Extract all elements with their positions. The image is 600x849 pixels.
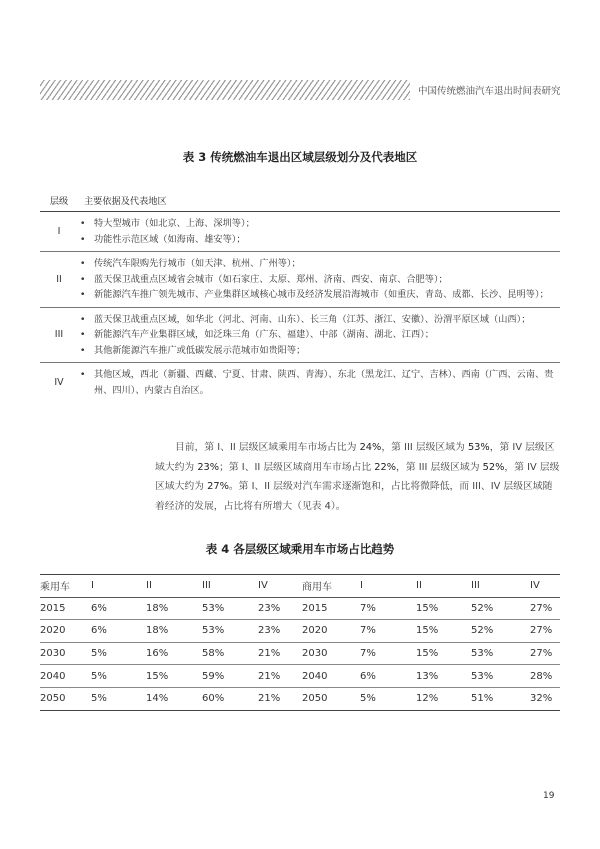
table4-cell: 6% (91, 620, 146, 643)
para-text: 目前，第 I、II 层级区域乘用车市场占比为 (175, 442, 360, 453)
bullet-icon: • (80, 369, 86, 380)
region-text: 传统汽车限购先行城市（如天津、杭州、广州等）； (94, 258, 301, 269)
table4-row (40, 620, 560, 643)
para-text: 。第 I、II 层级对汽车需求逐渐饱和，占比将微降低，而 III、IV 层级区域随着经济的发展，占比将有所增大（见表 4）。 (155, 481, 553, 512)
table4-cell: 16% (146, 642, 202, 665)
table4-header-cell: III (202, 575, 258, 598)
table4-cell: 2050 (302, 687, 360, 710)
table4-header-cell: 乘用车 (40, 575, 91, 598)
table4-cell: 6% (360, 665, 416, 688)
table4-header-row (40, 575, 560, 598)
level-cell: II (40, 252, 78, 308)
region-list-item (78, 232, 560, 248)
market-share-table (40, 574, 560, 711)
para-number: 53% (467, 442, 490, 453)
table4-cell: 21% (258, 642, 302, 665)
table4-cell: 53% (471, 665, 530, 688)
table4-body (40, 597, 560, 710)
region-text: 特大型城市（如北京、上海、深圳等）； (94, 218, 255, 229)
region-list-item (78, 272, 560, 288)
table4-cell: 53% (202, 597, 258, 620)
table4-cell: 13% (416, 665, 471, 688)
table4-cell: 2040 (302, 665, 360, 688)
running-header-title: 中国传统燃油汽车退出时间表研究 (418, 86, 561, 97)
region-text: 功能性示范区域（如海南、雄安等）； (94, 233, 246, 245)
table4-cell: 5% (360, 687, 416, 710)
table4-cell: 2040 (40, 665, 91, 688)
table4-header-cell: IV (530, 575, 560, 598)
region-list (78, 367, 560, 398)
region-list (78, 312, 560, 359)
table3-row (40, 252, 560, 308)
table4-header-cell: II (416, 575, 471, 598)
table4-header-cell: 商用车 (302, 575, 360, 598)
table4-header-cell: I (360, 575, 416, 598)
table4-cell: 59% (202, 665, 258, 688)
table4-cell: 2015 (40, 597, 91, 620)
bullet-icon: • (80, 313, 86, 325)
para-number: 22% (374, 461, 397, 473)
table4-title: 表 4 各层级区域乘用车市场占比趋势 (205, 542, 395, 556)
table4-cell: 60% (202, 687, 258, 710)
table4-cell: 28% (530, 665, 560, 688)
table4-cell: 52% (471, 620, 530, 643)
region-list-item (78, 327, 560, 343)
basis-cell (78, 212, 560, 252)
table4-cell: 2020 (302, 620, 360, 643)
table4-cell: 6% (91, 597, 146, 620)
bullet-icon: • (80, 258, 86, 269)
region-text: 其他新能源汽车推广或低碳发展示范城市如贵阳等； (94, 344, 306, 356)
table4-cell: 18% (146, 620, 202, 643)
table3-row (40, 363, 560, 403)
table4-cell: 15% (416, 642, 471, 665)
bullet-icon: • (80, 289, 86, 300)
region-list-item (78, 287, 560, 303)
region-list-item (78, 367, 560, 398)
table4-cell: 27% (530, 642, 560, 665)
para-number: 52% (482, 461, 505, 473)
table3-row (40, 212, 560, 252)
region-text: 蓝天保卫战重点区域，如华北（河北、河南、山东）、长三角（江苏、浙江、安徽）、汾渭平原区域（山西）； (94, 313, 531, 325)
para-number: 27% (207, 481, 229, 492)
table3-header-row (40, 188, 560, 212)
table4-row (40, 597, 560, 620)
bullet-icon: • (80, 344, 86, 356)
para-text: ；第 I、II 层级区域商用车市场占比 (219, 461, 375, 473)
table3-title: 表 3 传统燃油车退出区域层级划分及代表地区 (182, 150, 418, 164)
table4-cell: 2030 (40, 642, 91, 665)
table4-cell: 7% (360, 642, 416, 665)
table4-cell: 2020 (40, 620, 91, 643)
table4-row (40, 687, 560, 710)
table4-cell: 21% (258, 665, 302, 688)
region-text: 新能源汽车产业集群区域，如泛珠三角（广东、福建）、中部（湖南、湖北、江西）； (94, 329, 434, 340)
region-level-table (40, 188, 560, 402)
table4-row (40, 642, 560, 665)
table4-cell: 52% (471, 597, 530, 620)
table4-header-cell: III (471, 575, 530, 598)
table4-cell: 51% (471, 687, 530, 710)
para-number: 24% (359, 442, 382, 453)
col-basis-header: 主要依据及代表地区 (78, 188, 560, 212)
header-decoration-stripes (40, 80, 410, 100)
page-number: 19 (543, 791, 555, 801)
table4-cell: 27% (530, 597, 560, 620)
para-text: ，第 IV 层级区域大约为 (155, 461, 560, 492)
table4-cell: 23% (258, 597, 302, 620)
col-level-header: 层级 (40, 188, 78, 212)
table4-cell: 53% (202, 620, 258, 643)
table3-body (40, 212, 560, 403)
level-cell: I (40, 212, 78, 252)
table4-cell: 15% (416, 597, 471, 620)
table4-cell: 7% (360, 620, 416, 643)
table4-cell: 5% (91, 665, 146, 688)
table4-cell: 15% (416, 620, 471, 643)
table4-header-cell: II (146, 575, 202, 598)
table4-header-cell: I (91, 575, 146, 598)
table4-row (40, 665, 560, 688)
basis-cell (78, 363, 560, 403)
para-text: ，第 IV 层级区域大约为 (155, 442, 555, 473)
table4-cell: 23% (258, 620, 302, 643)
region-list-item (78, 312, 560, 328)
region-list (78, 256, 560, 303)
bullet-icon: • (80, 218, 86, 229)
para-number: 23% (197, 461, 220, 473)
table4-cell: 58% (202, 642, 258, 665)
basis-cell (78, 307, 560, 363)
region-text: 蓝天保卫战重点区域省会城市（如石家庄、太原、郑州、济南、西安、南京、合肥等）； (94, 273, 448, 285)
para-text: ，第 III 层级区域为 (396, 461, 483, 473)
table4-cell: 53% (471, 642, 530, 665)
region-list-item (78, 216, 560, 232)
region-list-item (78, 256, 560, 272)
table4-cell: 2050 (40, 687, 91, 710)
bullet-icon: • (80, 329, 86, 340)
table4-cell: 32% (530, 687, 560, 710)
table4-cell: 15% (146, 665, 202, 688)
table4-cell: 14% (146, 687, 202, 710)
bullet-icon: • (80, 233, 86, 245)
basis-cell (78, 252, 560, 308)
table4-cell: 5% (91, 642, 146, 665)
table4-cell: 2030 (302, 642, 360, 665)
region-list-item (78, 343, 560, 359)
body-paragraph (155, 438, 560, 516)
region-list (78, 216, 560, 247)
table4-cell: 27% (530, 620, 560, 643)
table4-cell: 7% (360, 597, 416, 620)
table4-cell: 5% (91, 687, 146, 710)
region-text: 其他区域，西北（新疆、西藏、宁夏、甘肃、陕西、青海）、东北（黑龙江、辽宁、吉林）、西南（广西、云南、贵州、四川）、内蒙古自治区。 (94, 369, 554, 396)
table4-cell: 2015 (302, 597, 360, 620)
table4-cell: 12% (416, 687, 471, 710)
table3-row (40, 307, 560, 363)
level-cell: III (40, 307, 78, 363)
table4-cell: 18% (146, 597, 202, 620)
level-cell: IV (54, 377, 64, 388)
region-text: 新能源汽车推广领先城市、产业集群区域核心城市及经济发展沿海城市（如重庆、青岛、成都、长沙、昆明等）； (94, 289, 549, 300)
para-text: ，第 III 层级区域为 (381, 442, 468, 453)
table4-cell: 21% (258, 687, 302, 710)
bullet-icon: • (80, 273, 86, 285)
table4-header-cell: IV (258, 575, 302, 598)
